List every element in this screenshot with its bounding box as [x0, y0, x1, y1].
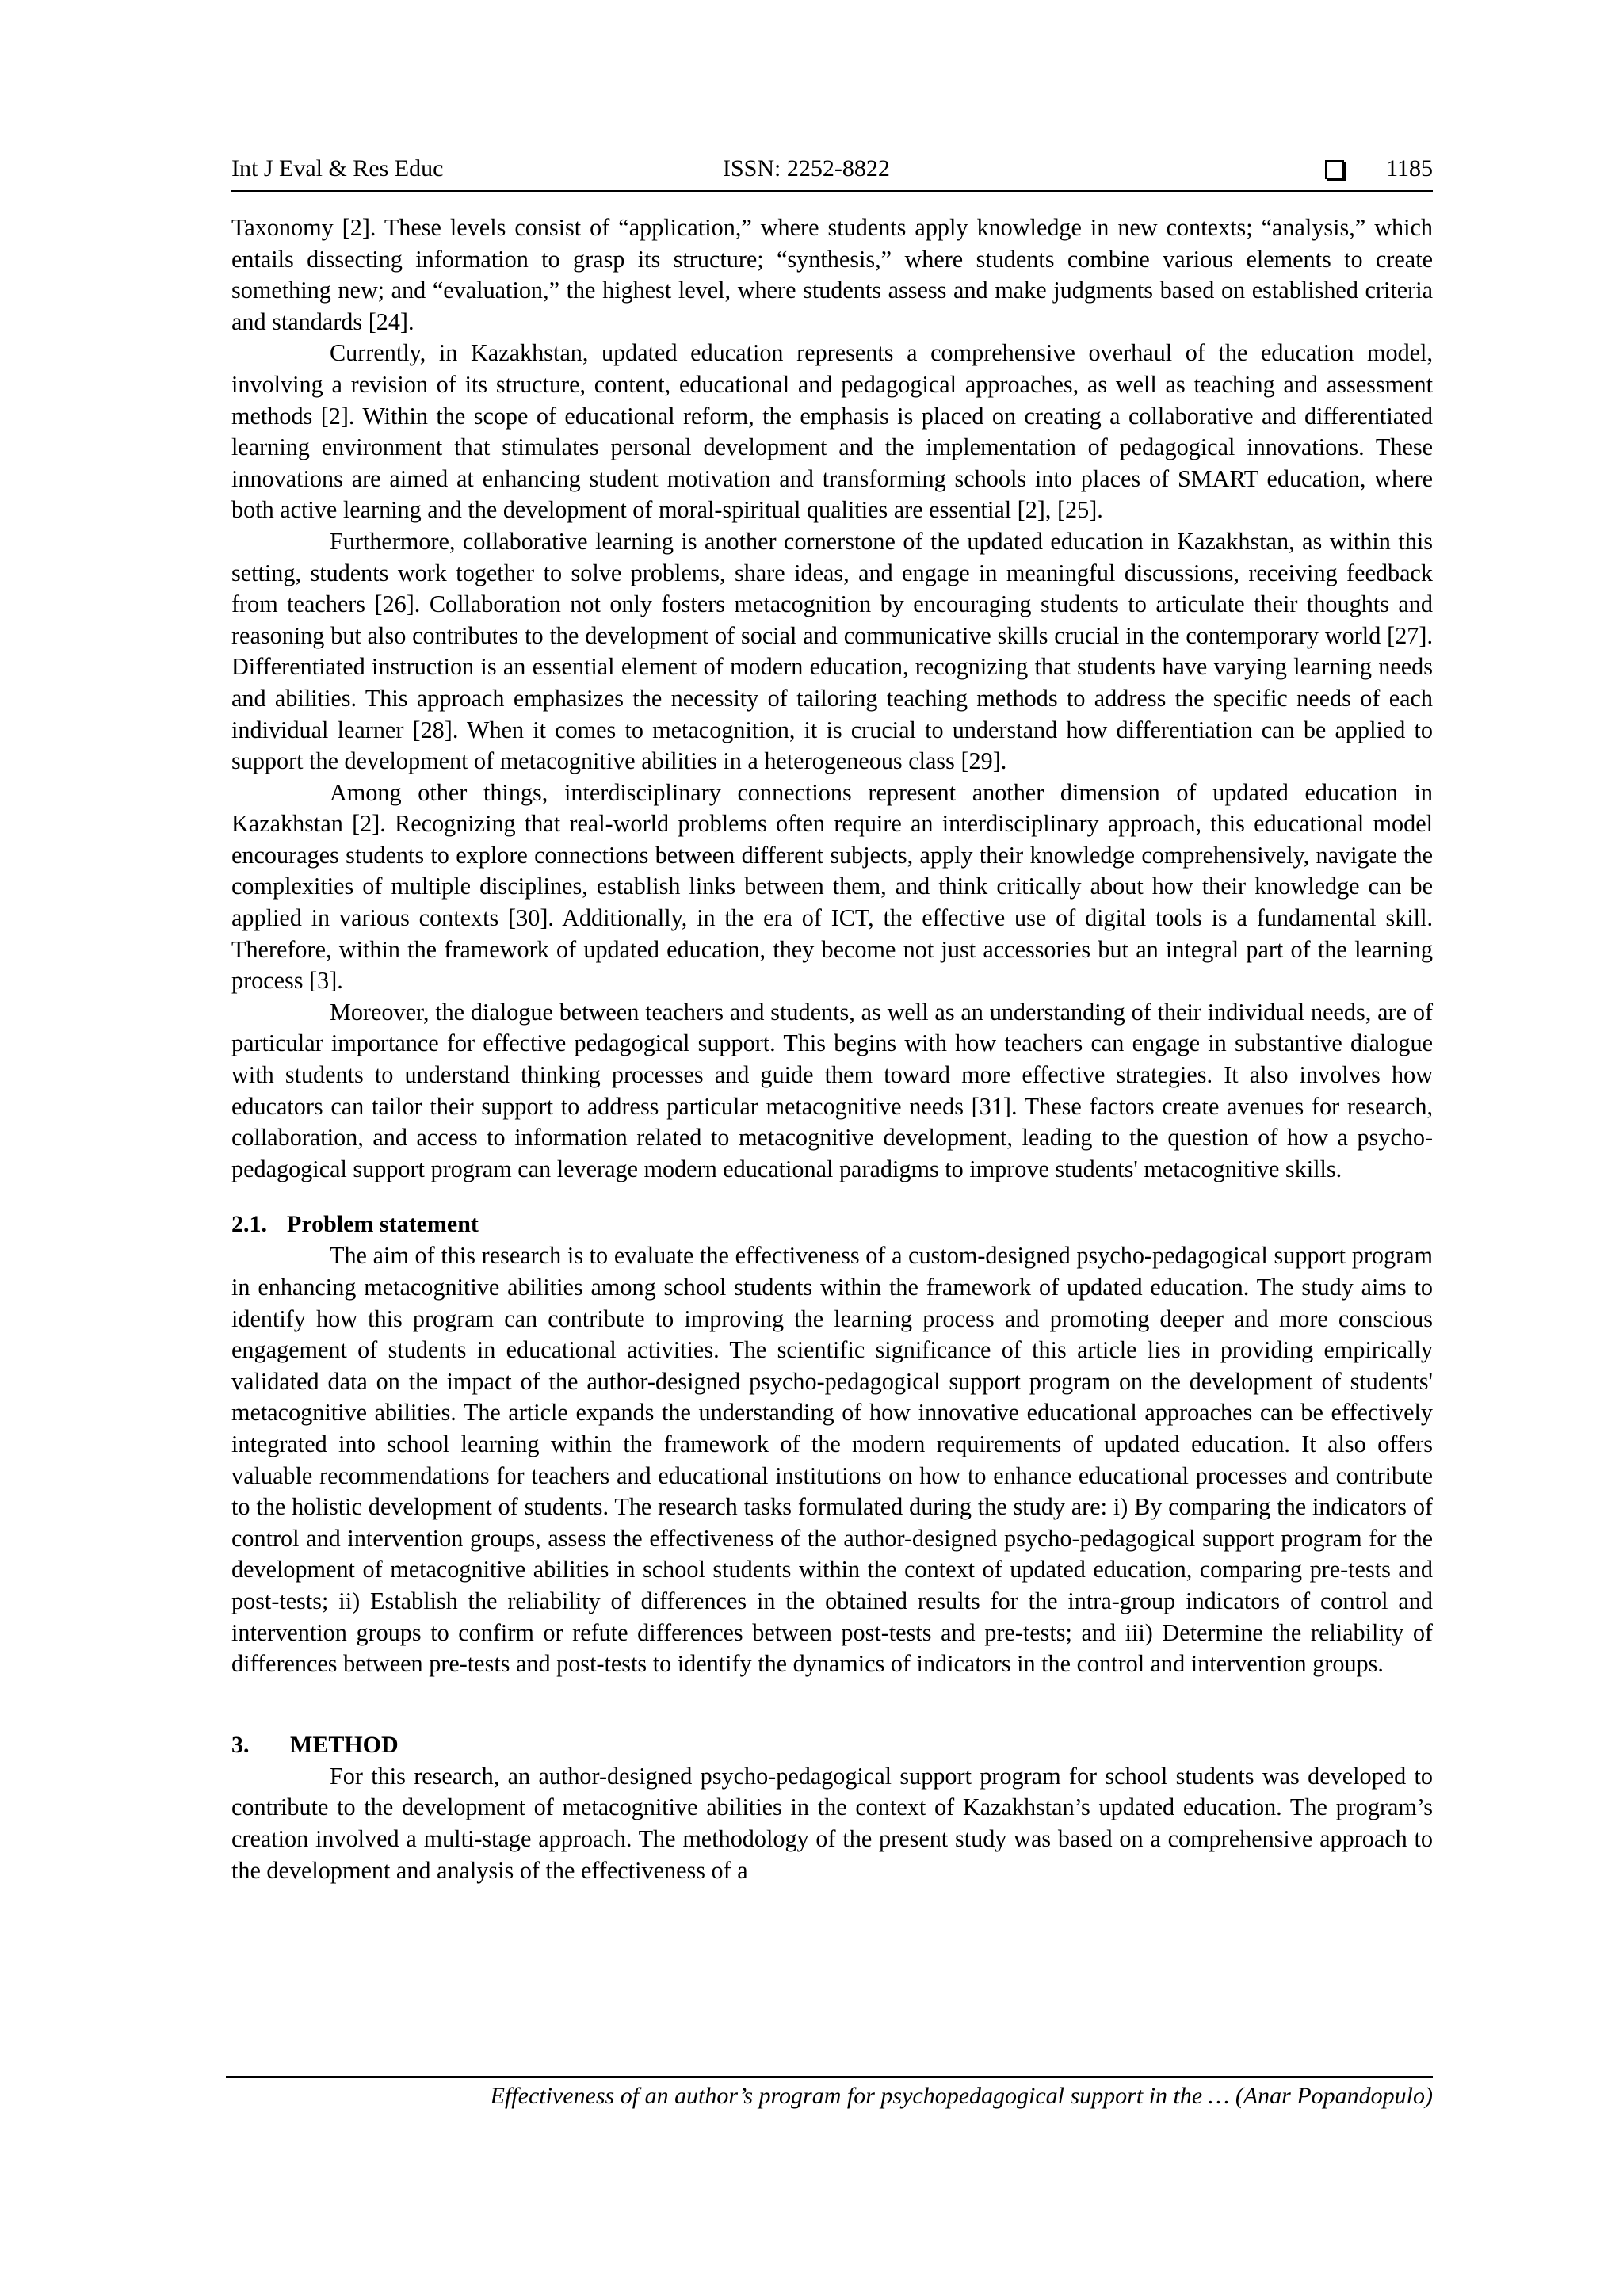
- paragraph: Among other things, interdisciplinary connections represent another dimension of updated education in Kazakhstan [2]. Recognizing that real-world problems often require an interdisciplinary approach, this educational model encourages students to explore connections between different subjects, apply their knowledge comprehensively, navigate the complexities of multiple disciplines, establish links between them, and think critically about how their knowledge can be applied in various contexts [30]. Additionally, in the era of ICT, the effective use of digital tools is a fundamental skill. Therefore, within the framework of updated education, they become not just accessories but an integral part of the learning process [3].: [231, 778, 1433, 995]
- paragraph: Furthermore, collaborative learning is another cornerstone of the updated education in Kazakhstan, as within this setting, students work together to solve problems, share ideas, and engage in meaningful discussions, receiving feedback from teachers [26]. Collaboration not only fosters metacognition by encouraging students to articulate their thoughts and reasoning but also contributes to the development of social and communicative skills crucial in the contemporary world [27]. Differentiated instruction is an essential element of modern education, recognizing that students have varying learning needs and abilities. This approach emphasizes the necessity of tailoring teaching methods to address the specific needs of each individual learner [28]. When it comes to metacognition, it is crucial to understand how differentiation can be applied to support the development of metacognitive abilities in a heterogeneous class [29].: [231, 527, 1433, 775]
- section-heading-problem-statement: [231, 1209, 1433, 1240]
- page-number: 1185: [1386, 155, 1433, 181]
- section-title: METHOD: [290, 1731, 399, 1758]
- section-heading-method: [231, 1729, 1433, 1761]
- square-bullet-icon: [1325, 160, 1344, 179]
- page-header: [231, 151, 1433, 192]
- section-title: Problem statement: [287, 1211, 479, 1238]
- paragraph: The aim of this research is to evaluate the effectiveness of a custom-designed psycho-pedagogical support program in enhancing metacognitive abilities among school students within the framework of updated education. The study aims to identify how this program can contribute to improving the learning process and promoting deeper and more conscious engagement of students in educational activities. The scientific significance of this article lies in providing empirically validated data on the impact of the author-designed psycho-pedagogical support program on the development of students' metacognitive abilities. The article expands the understanding of how innovative educational approaches can be effectively integrated into school learning within the framework of the modern requirements of updated education. It also offers valuable recommendations for teachers and educational institutions on how to enhance educational processes and contribute to the holistic development of students. The research tasks formulated during the study are: i) By comparing the indicators of control and intervention groups, assess the effectiveness of the author-designed psycho-pedagogical support program for the development of metacognitive abilities in school students within the context of updated education, comparing pre-tests and post-tests; ii) Establish the reliability of differences in the obtained results for the intra-group indicators of control and intervention groups to confirm or refute differences between post-tests and pre-tests; and iii) Determine the reliability of differences between pre-tests and post-tests to identify the dynamics of indicators in the control and intervention groups.: [231, 1242, 1433, 1678]
- page-footer: [226, 2076, 1433, 2110]
- paragraph: Taxonomy [2]. These levels consist of “application,” where students apply knowledge in new contexts; “analysis,” which entails dissecting information to grasp its structure; “synthesis,” where students combine various elements to create something new; and “evaluation,” the highest level, where students assess and make judgments based on established criteria and standards [24].: [231, 214, 1433, 335]
- journal-name: Int J Eval & Res Educ: [231, 155, 444, 181]
- issn: ISSN: 2252-8822: [723, 155, 890, 181]
- page-content: [231, 151, 1433, 1886]
- paragraph: Currently, in Kazakhstan, updated education represents a comprehensive overhaul of the education model, involving a revision of its structure, content, educational and pedagogical approaches, as well as teaching and assessment methods [2]. Within the scope of educational reform, the emphasis is placed on creating a collaborative and differentiated learning environment that stimulates personal development and the implementation of pedagogical innovations. These innovations are aimed at enhancing student motivation and transforming schools into places of SMART education, where both active learning and the development of moral-spiritual qualities are essential [2], [25].: [231, 339, 1433, 524]
- article-body: [231, 212, 1433, 1886]
- section-number: 2.1.: [231, 1211, 267, 1238]
- running-title: Effectiveness of an author’s program for psychopedagogical support in the … (Anar Popandopulo): [490, 2083, 1433, 2109]
- paragraph: Moreover, the dialogue between teachers and students, as well as an understanding of their individual needs, are of particular importance for effective pedagogical support. This begins with how teachers can engage in substantive dialogue with students to understand thinking processes and guide them toward more effective strategies. It also involves how educators can tailor their support to address particular metacognitive needs [31]. These factors create avenues for research, collaboration, and access to information related to metacognitive development, leading to the question of how a psycho-pedagogical support program can leverage modern educational paradigms to improve students' metacognitive skills.: [231, 998, 1433, 1182]
- section-number: 3.: [231, 1731, 250, 1758]
- paragraph: For this research, an author-designed psycho-pedagogical support program for school students was developed to contribute to the development of metacognitive abilities in the context of Kazakhstan’s updated education. The program’s creation involved a multi-stage approach. The methodology of the present study was based on a comprehensive approach to the development and analysis of the effectiveness of a: [231, 1762, 1433, 1884]
